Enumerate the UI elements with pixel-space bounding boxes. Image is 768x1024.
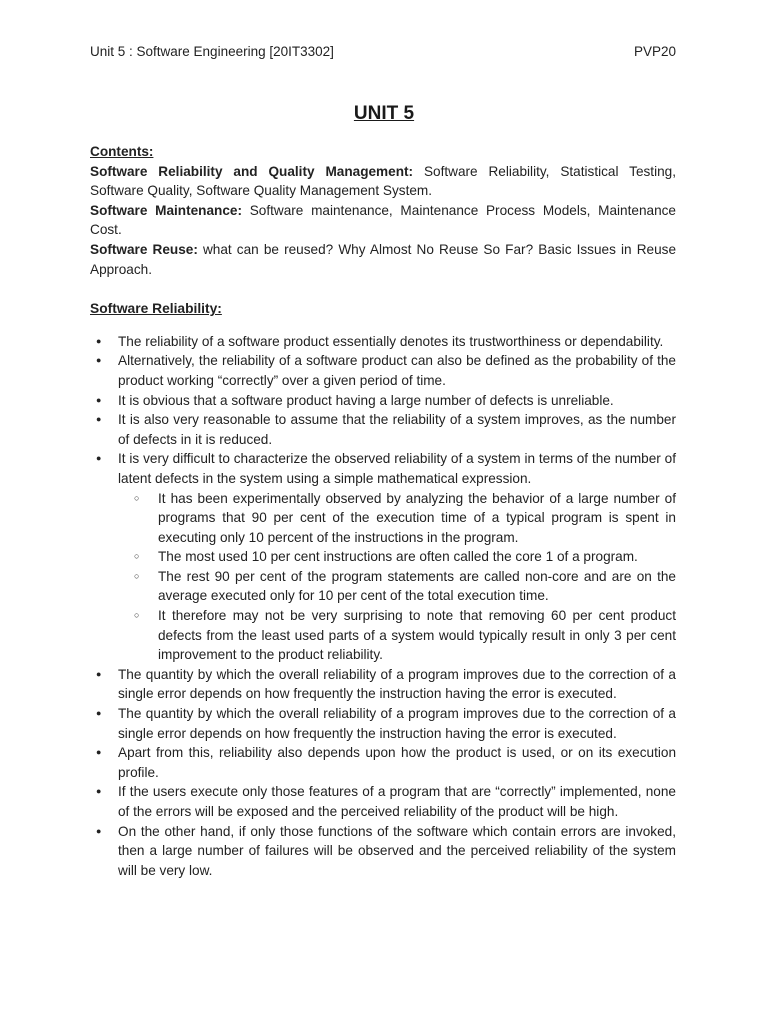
bullet-item: ● If the users execute only those features of a program that are “correctly” implemented, none of the errors will be exposed and the perceived reliability of the product will be high.	[90, 782, 676, 821]
sub-bullet-item: ○ The rest 90 per cent of the program statements are called non-core and are on the average executed only for 10 per cent of the total execution time.	[90, 567, 676, 606]
contents-text: what can be reused? Why Almost No Reuse So Far? Basic Issues in Reuse Approach.	[90, 241, 676, 277]
bullet-item: ● It is also very reasonable to assume that the reliability of a system improves, as the number of defects in it is reduced.	[90, 410, 676, 449]
contents-heading: Software Maintenance:	[90, 202, 242, 218]
bullet-item: ● The quantity by which the overall reliability of a program improves due to the correction of a single error depends on how frequently the instruction having the error is executed.	[90, 704, 676, 743]
page-header	[90, 44, 676, 64]
bullet-list	[90, 332, 676, 881]
bullet-item: ● The quantity by which the overall reliability of a program improves due to the correction of a single error depends on how frequently the instruction having the error is executed.	[90, 665, 676, 704]
header-code: PVP20	[633, 44, 676, 59]
contents-item-reliability	[90, 162, 676, 201]
sub-bullet-list	[118, 489, 676, 665]
bullet-text: It is very difficult to characterize the observed reliability of a system in terms of the number of latent defects in the system using a simple mathematical expression.	[118, 451, 676, 486]
unit-title: UNIT 5	[353, 103, 415, 124]
contents-text: Software maintenance, Maintenance Process Models, Maintenance Cost.	[90, 202, 676, 238]
sub-bullet-item: ○ It therefore may not be very surprising to note that removing 60 per cent product defects from the least used parts of a system would typically result in only 3 per cent improvement to the product reliability.	[90, 606, 676, 665]
contents-text: Software Reliability, Statistical Testing, Software Quality, Software Quality Management System.	[90, 163, 676, 199]
header-course: Unit 5 : Software Engineering [20IT3302]	[90, 44, 334, 59]
contents-heading: Software Reuse:	[90, 241, 198, 257]
bullet-item	[90, 449, 676, 665]
sub-bullet-item: ○ The most used 10 per cent instructions are often called the core 1 of a program.	[90, 547, 676, 567]
bullet-item: ● On the other hand, if only those functions of the software which contain errors are invoked, then a large number of failures will be observed and the perceived reliability of the system will be very low.	[90, 822, 676, 881]
document-body	[90, 142, 676, 880]
bullet-item: ● It is obvious that a software product having a large number of defects is unreliable.	[90, 391, 676, 411]
bullet-item: ● Apart from this, reliability also depends upon how the product is used, or on its execution profile.	[90, 743, 676, 782]
contents-label: Contents:	[90, 144, 154, 159]
bullet-item: ● The reliability of a software product essentially denotes its trustworthiness or dependability.	[90, 332, 676, 352]
contents-item-maintenance	[90, 201, 676, 240]
sub-bullet-item: ○ It has been experimentally observed by analyzing the behavior of a large number of programs that 90 per cent of the execution time of a typical program is spent in executing only 10 percent of the instructions in the program.	[90, 489, 676, 548]
bullet-item: ● Alternatively, the reliability of a software product can also be defined as the probability of the product working “correctly” over a given period of time.	[90, 351, 676, 390]
contents-heading: Software Reliability and Quality Management:	[90, 163, 414, 179]
section-heading: Software Reliability:	[90, 301, 222, 317]
contents-item-reuse	[90, 240, 676, 279]
